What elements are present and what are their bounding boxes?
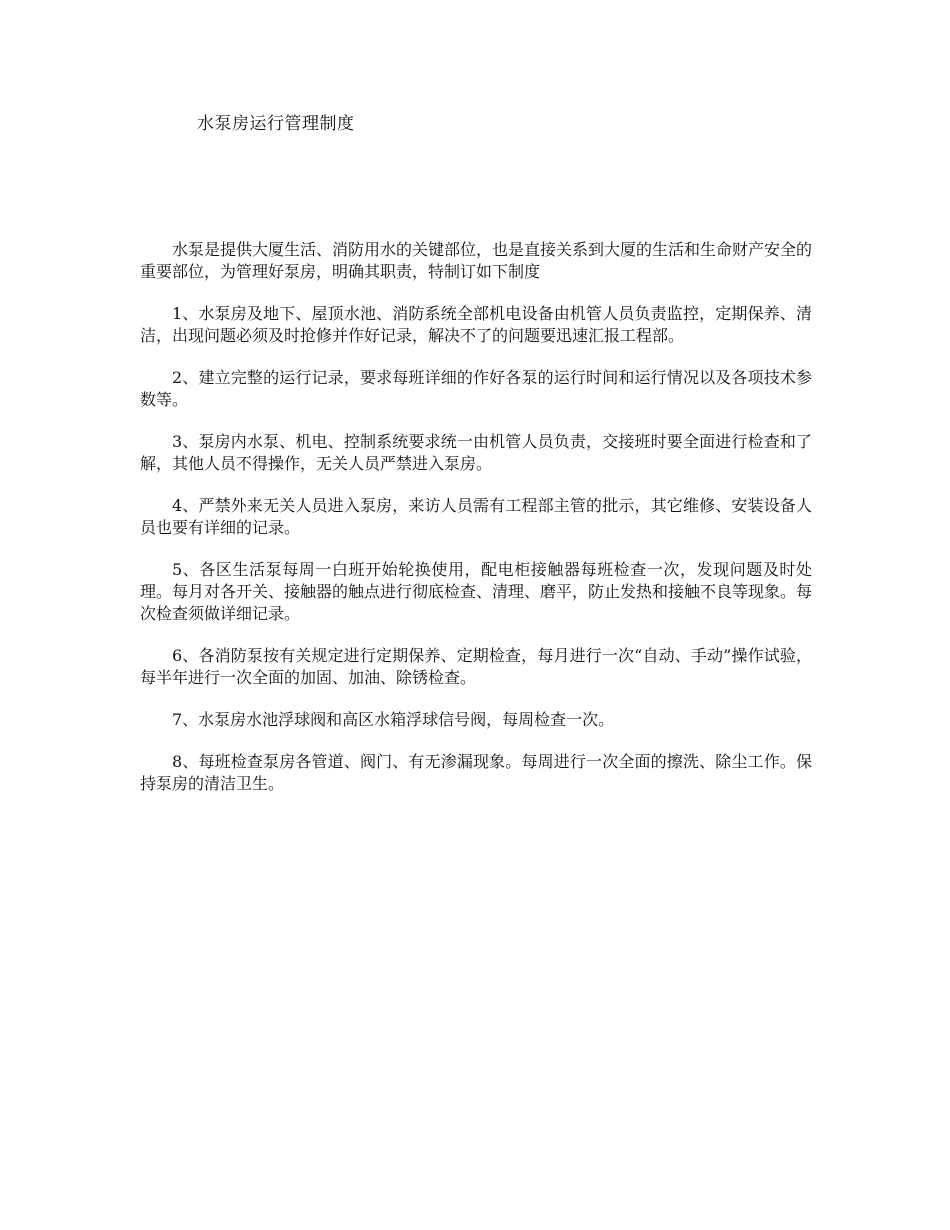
rule-paragraph-7: 7、水泵房水池浮球阀和高区水箱浮球信号阀，每周检查一次。 [172, 710, 615, 729]
document-body [140, 239, 812, 815]
rule-paragraph-3: 3、泵房内水泵、机电、控制系统要求统一由机管人员负责，交接班时要全面进行检查和了解，其他人员不得操作，无关人员严禁进入泵房。 [140, 432, 812, 473]
document-title: 水泵房运行管理制度 [197, 114, 355, 134]
rule-paragraph-8: 8、每班检查泵房各管道、阀门、有无渗漏现象。每周进行一次全面的擦洗、除尘工作。保持泵房的清洁卫生。 [140, 752, 812, 793]
rule-paragraph-1: 1、水泵房及地下、屋顶水池、消防系统全部机电设备由机管人员负责监控，定期保养、清洁，出现问题必须及时抢修并作好记录，解决不了的问题要迅速汇报工程部。 [140, 304, 812, 345]
rule-paragraph-2: 2、建立完整的运行记录，要求每班详细的作好各泵的运行时间和运行情况以及各项技术参数等。 [140, 368, 812, 409]
rule-paragraph-4: 4、严禁外来无关人员进入泵房，来访人员需有工程部主管的批示，其它维修、安装设备人员也要有详细的记录。 [140, 496, 812, 537]
rule-paragraph-6: 6、各消防泵按有关规定进行定期保养、定期检查，每月进行一次“自动、手动”操作试验，每半年进行一次全面的加固、加油、除锈检查。 [140, 646, 812, 687]
rule-paragraph-5: 5、各区生活泵每周一白班开始轮换使用，配电柜接触器每班检查一次，发现问题及时处理。每月对各开关、接触器的触点进行彻底检查、清理、磨平，防止发热和接触不良等现象。每次检查须做详细记录。 [140, 560, 813, 623]
intro-paragraph: 水泵是提供大厦生活、消防用水的关键部位，也是直接关系到大厦的生活和生命财产安全的重要部位，为管理好泵房，明确其职责，特制订如下制度 [140, 240, 813, 281]
